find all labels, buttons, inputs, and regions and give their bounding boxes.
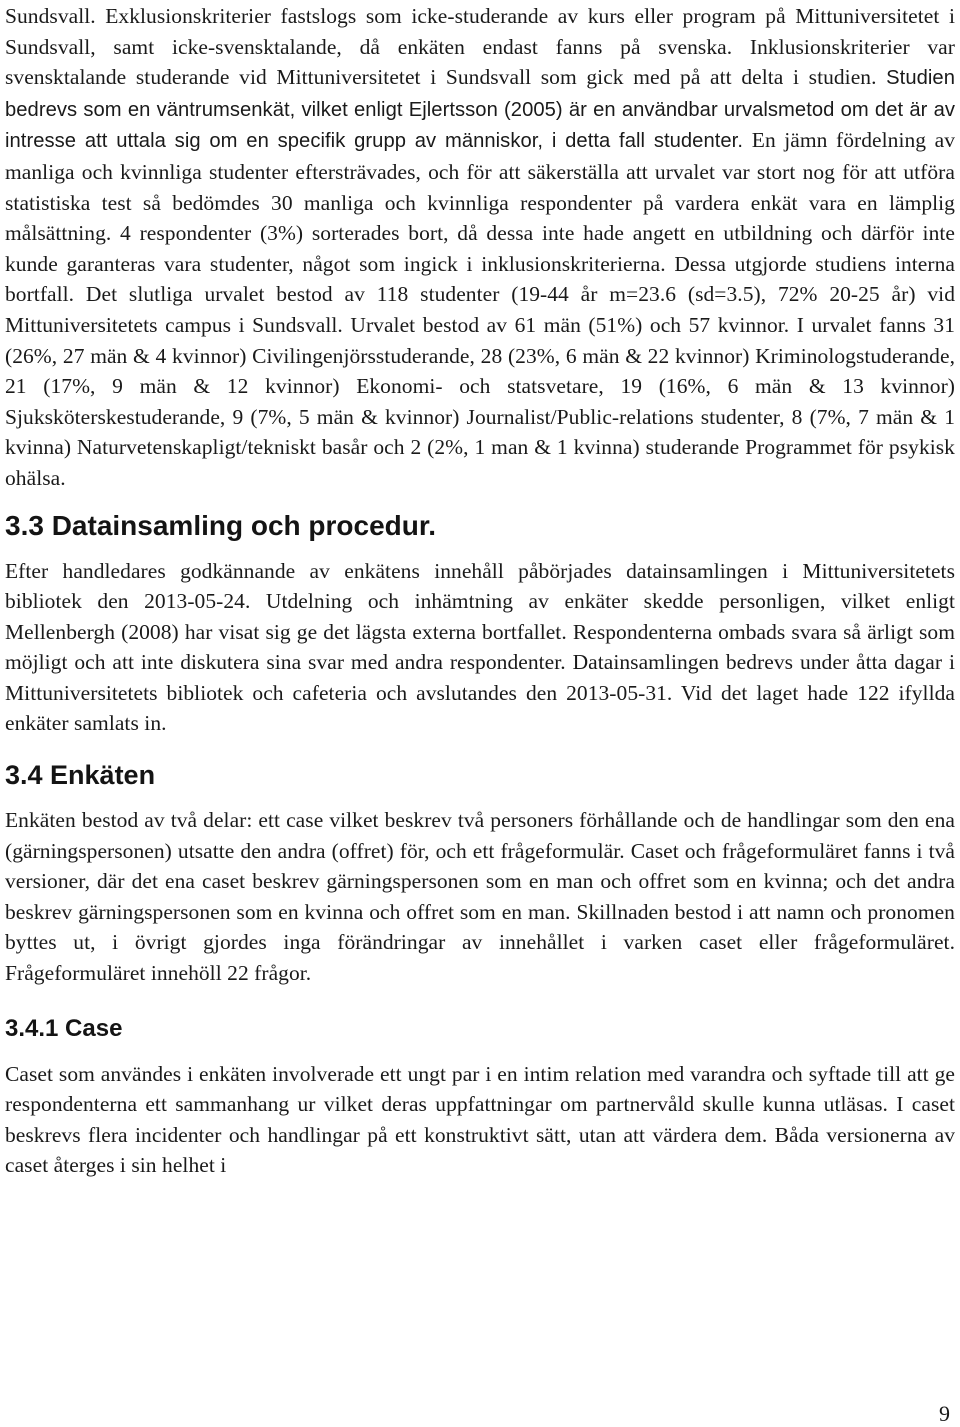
intro-text-run-3: En jämn fördelning av manliga och kvinnliga studenter eftersträvades, och för att säkerställa att urvalet var stort nog för att utföra statistiska test så bedömdes 30 manliga och kvinnliga respondenter på vardera enkät vara en lämplig målsättning. 4 respondenter (3%) sorterades bort, då dessa inte hade angett en utbildning och därför inte kunde garanteras vara studenter, något som ingick i inklusionskriterierna. Dessa utgjorde studiens interna bortfall. Det slutliga urvalet bestod av 118 studenter (19-44 år m=23.6 (sd=3.5), 72% 20-25 år) vid Mittuniversitetets campus i Sundsvall. Urvalet bestod av 61 män (51%) och 57 kvinnor. I urvalet fanns 31 (26%, 27 män & 4 kvinnor) Civilingenjörsstuderande, 28 (23%, 6 män & 22 kvinnor) Kriminologstuderande, 21 (17%, 9 män & 12 kvinnor) Ekonomi- och statsvetare, 19 (16%, 6 män & 13 kvinnor) Sjuksköterskestuderande, 9 (7%, 5 män & kvinnor) Journalist/Public-relations studenter, 8 (7%, 7 män & 1 kvinna) Naturvetenskapligt/tekniskt basår och 2 (2%, 1 man & 1 kvinna) studerande Programmet för psykisk ohälsa. (5, 128, 955, 490)
intro-paragraph (5, 1, 955, 494)
intro-text-run-1: Sundsvall. Exklusionskriterier fastslogs som icke-studerande av kurs eller program på Mittuniversitetet i Sundsvall, samt icke-svensktalande, då enkäten endast fanns på svenska. Inklusionskriterier var svensktalande studerande vid Mittuniversitetet i Sundsvall som gick med på att delta i studien. (5, 4, 955, 90)
intro-text-run-2: Studien bedrevs som en väntrumsenkät, vilket enligt Ejlertsson (2005) är en användbar urvalsmetod om det är av intresse att uttala sig om en specifik grupp av människor, i detta fall studenter. (5, 67, 955, 153)
section-heading-3-4-1: 3.4.1 Case (5, 1014, 123, 1042)
section-heading-3-3: 3.3 Datainsamling och procedur. (5, 509, 437, 541)
section-heading-3-4: 3.4 Enkäten (5, 760, 156, 791)
section-3-3-paragraph: Efter handledares godkännande av enkätens innehåll påbörjades datainsamlingen i Mittuniversitetets bibliotek den 2013-05-24. Utdelning och inhämtning av enkäter skedde personligen, vilket enligt Mellenbergh (2008) har visat sig ge det lägsta externa bortfallet. Respondenterna ombads svara så ärligt som möjligt och att inte diskutera sina svar med andra respondenter. Datainsamlingen bedrevs under åtta dagar i Mittuniversitetets bibliotek och cafeteria och avslutandes den 2013-05-31. Vid det laget hade 122 ifyllda enkäter samlats in. (5, 558, 955, 736)
section-3-4-1-paragraph: Caset som användes i enkäten involverade ett ungt par i en intim relation med varandra och syftade till att ge respondenterna ett sammanhang ur vilket deras uppfattningar om partnervåld skulle kunna utläsas. I caset beskrevs flera incidenter och handlingar på ett konstruktivt sätt, utan att värdera dem. Båda versionerna av caset återges i sin helhet i (5, 1061, 955, 1178)
section-3-4-paragraph: Enkäten bestod av två delar: ett case vilket beskrev två personers förhållande och de handlingar som den ena (gärningspersonen) utsatte den andra (offret) för, och ett frågeformulär. Caset och frågeformuläret fanns i två versioner, där det ena caset beskrev gärningspersonen som en man och offret som en kvinna; och det andra beskrev gärningspersonen som en kvinna och offret som en man. Skillnaden bestod i att namn och pronomen byttes ut, i övrigt gjordes inga förändringar av innehållet i varken caset eller frågeformuläret. Frågeformuläret innehöll 22 frågor. (5, 808, 955, 986)
page-number: 9 (939, 1401, 950, 1426)
document-page (5, 0, 955, 1181)
